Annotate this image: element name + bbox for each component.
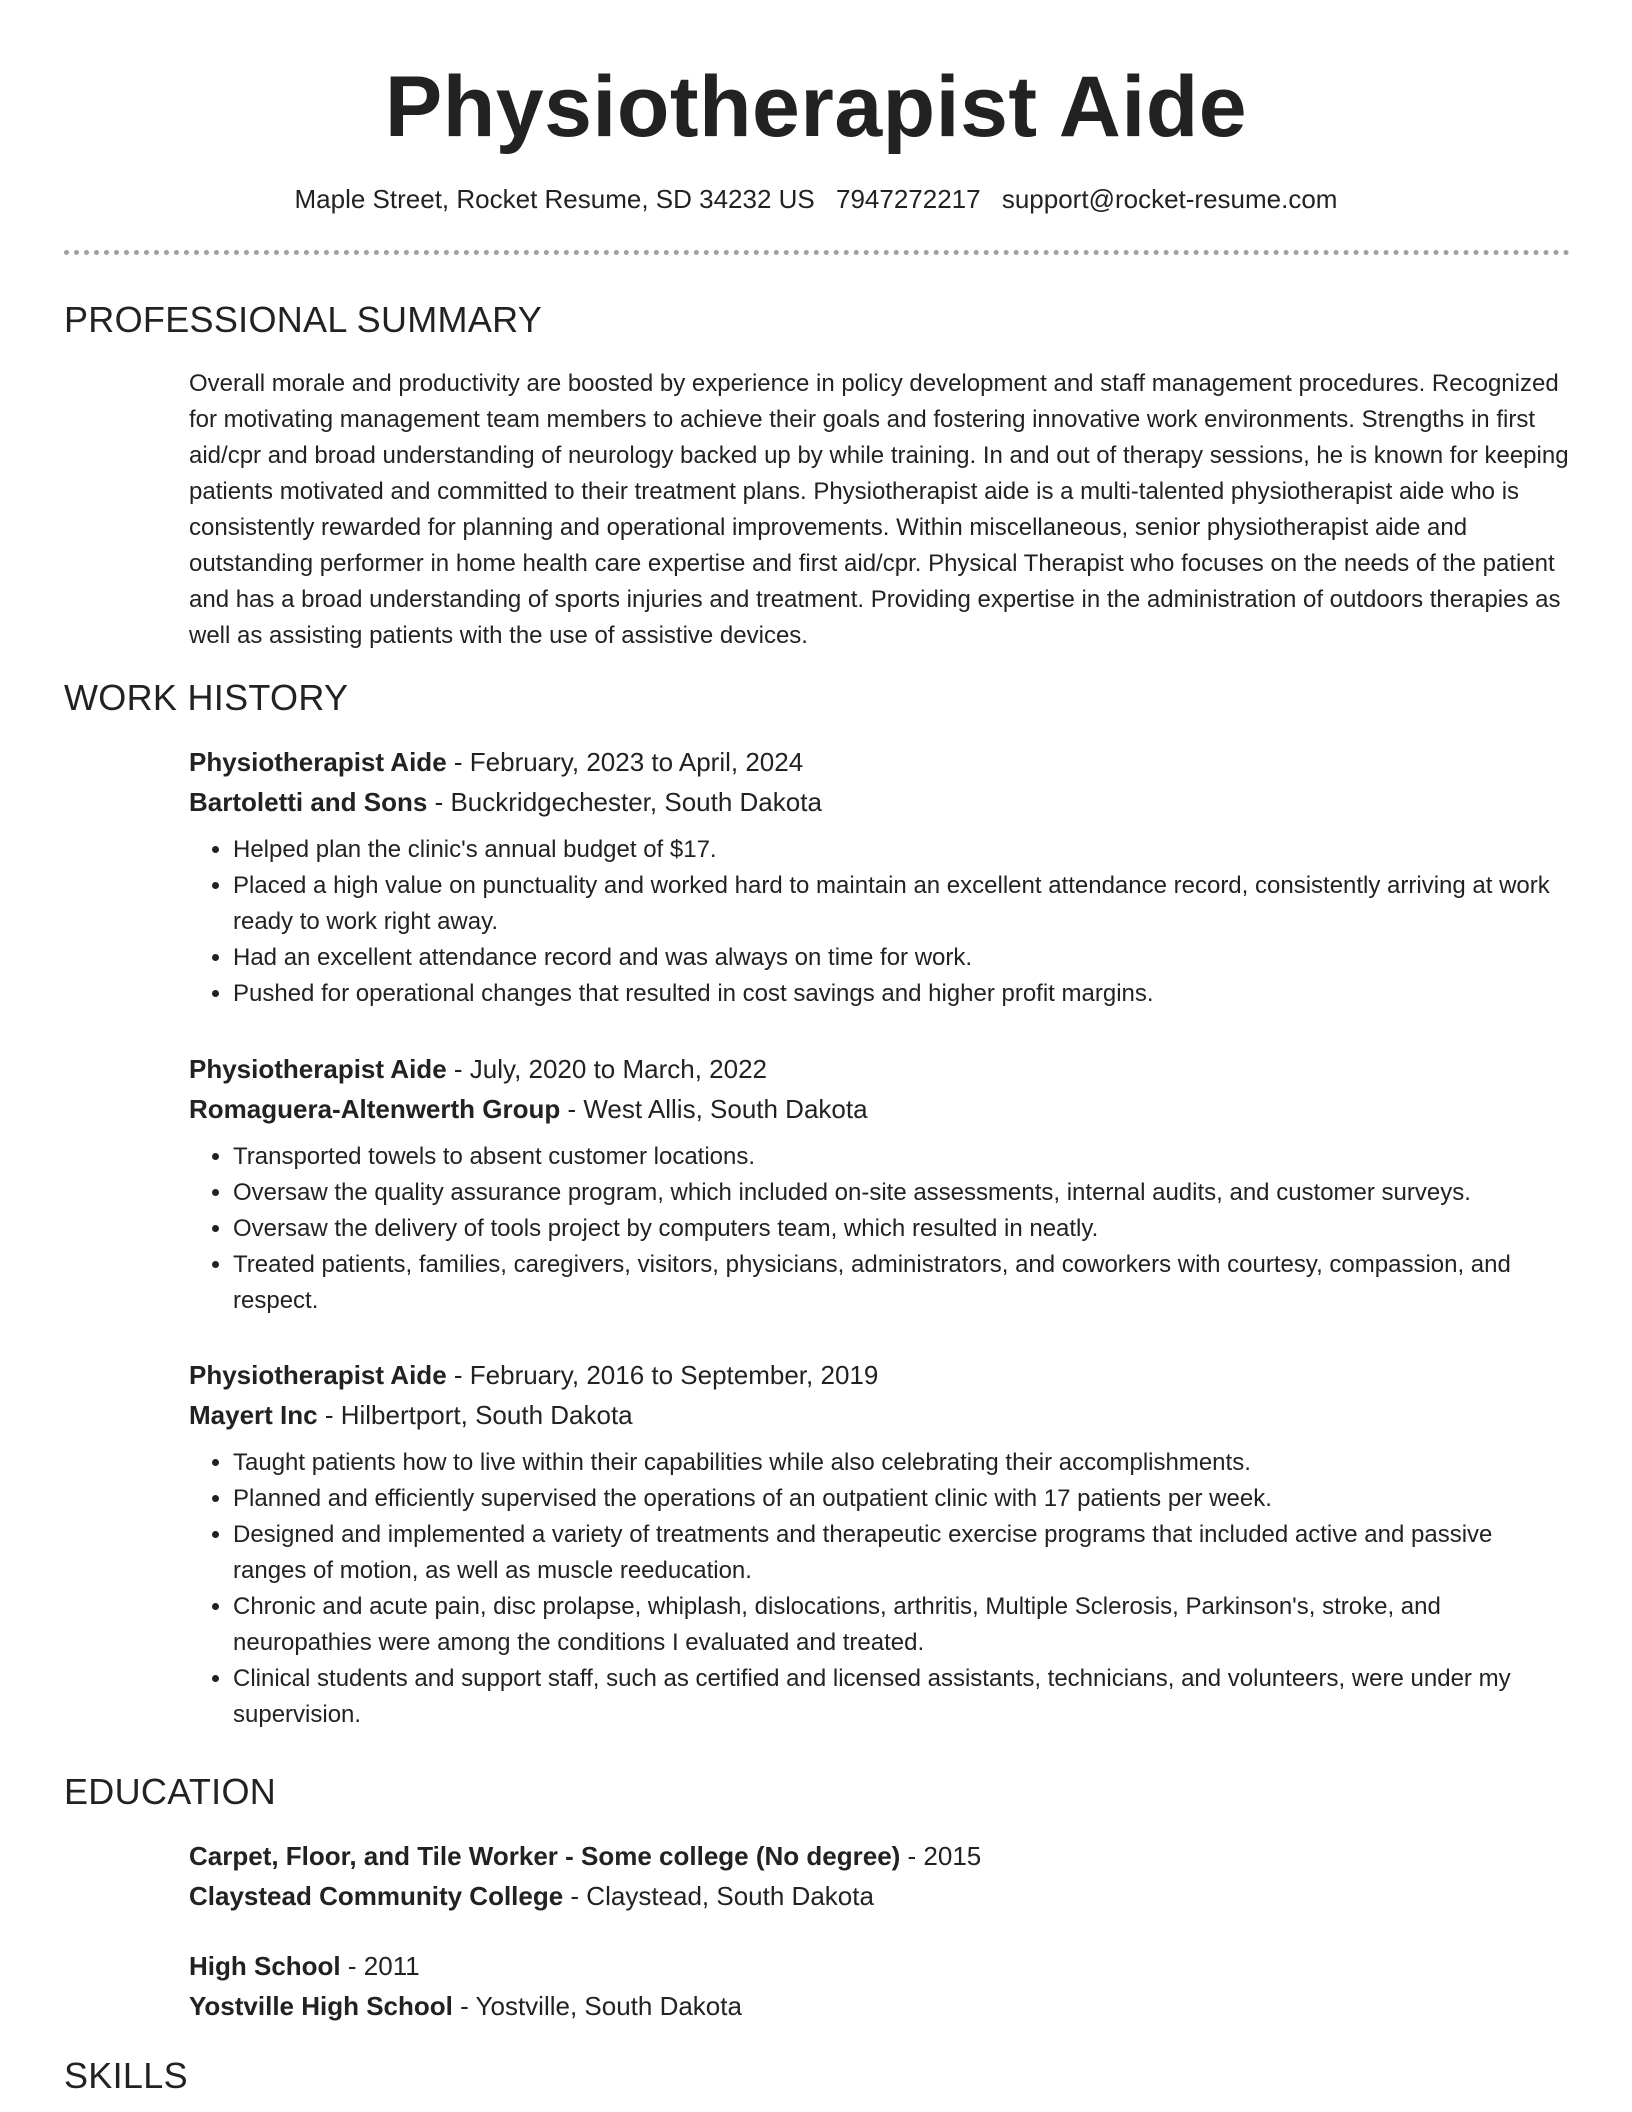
education-school-line — [189, 1986, 1570, 2026]
education-degree: High School — [189, 1951, 341, 1981]
job-location: - Hilbertport, South Dakota — [317, 1400, 633, 1430]
candidate-name: Physiotherapist Aide — [384, 59, 1248, 155]
job-bullet: • Designed and implemented a variety of treatments and therapeutic exercise programs that included active and passive ranges of motion, as well as muscle reeducation. — [233, 1517, 1570, 1589]
job-dates: - February, 2016 to September, 2019 — [446, 1360, 879, 1390]
education-school-line — [189, 1876, 1570, 1916]
job-bullet: • Chronic and acute pain, disc prolapse, whiplash, dislocations, arthritis, Multiple Sclerosis, Parkinson's, stroke, and neuropathies were among the conditions I evaluated and treated. — [233, 1589, 1570, 1661]
education-location: - Yostville, South Dakota — [452, 1991, 742, 2021]
job-bullets — [189, 832, 1570, 1012]
job-dates: - February, 2023 to April, 2024 — [446, 747, 804, 777]
job-bullet: • Pushed for operational changes that resulted in cost savings and higher profit margins. — [233, 976, 1570, 1012]
job-bullet: • Oversaw the quality assurance program, which included on-site assessments, internal audits, and customer surveys. — [233, 1175, 1570, 1211]
summary-text: Overall morale and productivity are boosted by experience in policy development and staff management procedures. Recognized for motivating management team members to achieve their goals and fostering innovative work environments. Strengths in first aid/cpr and broad understanding of neurology backed up by while training. In and out of therapy sessions, he is known for keeping patients motivated and committed to their treatment plans. Physiotherapist aide is a multi-talented physiotherapist aide who is consistently rewarded for planning and operational improvements. Within miscellaneous, senior physiotherapist aide and outstanding performer in home health care expertise and first aid/cpr. Physical Therapist who focuses on the needs of the patient and has a broad understanding of sports injuries and treatment. Providing expertise in the administration of outdoors therapies as well as assisting patients with the use of assistive devices. — [189, 370, 1569, 649]
job-company: Mayert Inc — [189, 1400, 318, 1430]
job-company: Bartoletti and Sons — [189, 787, 428, 817]
contact-email: support@rocket-resume.com — [1001, 184, 1338, 214]
job-bullet: • Placed a high value on punctuality and worked hard to maintain an excellent attendance record, consistently arriving at work ready to work right away. — [233, 868, 1570, 940]
education-school: Yostville High School — [189, 1991, 453, 2021]
education-degree-line — [189, 1946, 1570, 1986]
contact-line — [0, 181, 1632, 217]
job-location: - West Allis, South Dakota — [560, 1094, 868, 1124]
job-title-line — [189, 1355, 1570, 1395]
job-bullet: • Had an excellent attendance record and was always on time for work. — [233, 940, 1570, 976]
job-bullet: • Clinical students and support staff, such as certified and licensed assistants, technicians, and volunteers, were under my supervision. — [233, 1661, 1570, 1733]
job-bullets — [189, 1445, 1570, 1733]
job-bullets — [189, 1139, 1570, 1319]
education-year: - 2015 — [900, 1841, 982, 1871]
job-bullet: • Oversaw the delivery of tools project by computers team, which resulted in neatly. — [233, 1211, 1570, 1247]
job-dates: - July, 2020 to March, 2022 — [446, 1054, 768, 1084]
education-year: - 2011 — [340, 1951, 420, 1981]
job-bullet: • Planned and efficiently supervised the operations of an outpatient clinic with 17 patients per week. — [233, 1481, 1570, 1517]
section-title-work-history: WORK HISTORY — [64, 677, 349, 718]
job-bullet: • Helped plan the clinic's annual budget of $17. — [233, 832, 1570, 868]
job-company-line — [189, 1395, 1570, 1435]
job-entry — [189, 1355, 1570, 1733]
job-location: - Buckridgechester, South Dakota — [427, 787, 822, 817]
section-title-skills: SKILLS — [64, 2055, 188, 2096]
education-school: Claystead Community College — [189, 1881, 564, 1911]
job-company: Romaguera-Altenwerth Group — [189, 1094, 561, 1124]
education-entry — [189, 1836, 1570, 1916]
job-entry — [189, 742, 1570, 1012]
education-entry — [189, 1946, 1570, 2026]
job-bullet: • Transported towels to absent customer locations. — [233, 1139, 1570, 1175]
job-company-line — [189, 782, 1570, 822]
job-bullet: • Treated patients, families, caregivers, visitors, physicians, administrators, and coworkers with courtesy, compassion, and respect. — [233, 1247, 1570, 1319]
education-degree: Carpet, Floor, and Tile Worker - Some college (No degree) — [189, 1841, 901, 1871]
section-title-education: EDUCATION — [64, 1771, 277, 1812]
contact-address: Maple Street, Rocket Resume, SD 34232 US — [294, 184, 815, 214]
job-title-line — [189, 742, 1570, 782]
job-title-line — [189, 1049, 1570, 1089]
job-position: Physiotherapist Aide — [189, 1360, 447, 1390]
job-entry — [189, 1049, 1570, 1319]
job-company-line — [189, 1089, 1570, 1129]
education-degree-line — [189, 1836, 1570, 1876]
job-bullet: • Taught patients how to live within their capabilities while also celebrating their accomplishments. — [233, 1445, 1570, 1481]
job-position: Physiotherapist Aide — [189, 1054, 447, 1084]
contact-phone: 7947272217 — [836, 184, 981, 214]
job-position: Physiotherapist Aide — [189, 747, 447, 777]
header-divider — [64, 250, 1570, 255]
section-title-summary: PROFESSIONAL SUMMARY — [64, 299, 543, 340]
education-location: - Claystead, South Dakota — [563, 1881, 874, 1911]
